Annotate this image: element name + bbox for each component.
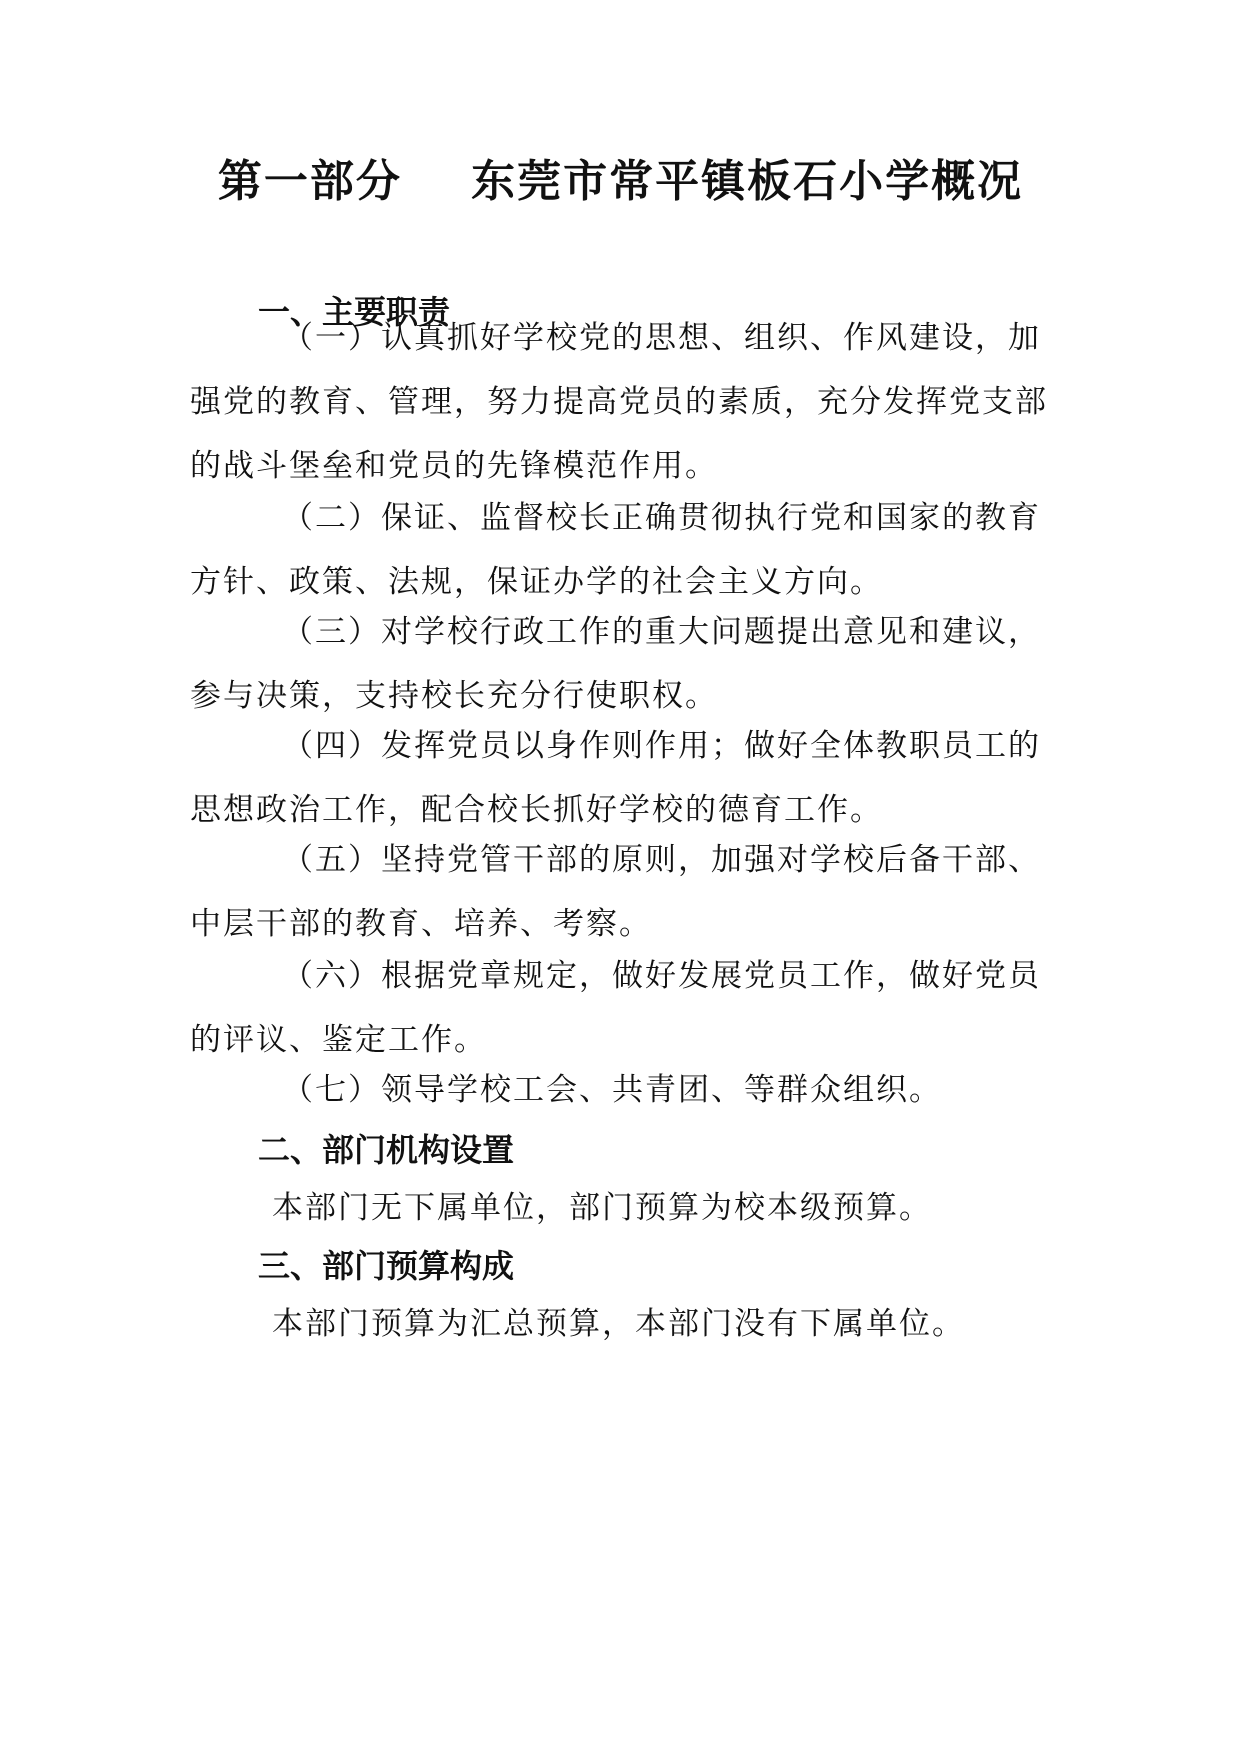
- responsibility-item-1: （一）认真抓好学校党的思想、组织、作风建设，加强党的教育、管理，努力提高党员的素质，充分发挥党支部的战斗堡垒和党员的先锋模范作用。: [190, 320, 1048, 484]
- responsibility-item-5: （五）坚持党管干部的原则，加强对学校后备干部、中层干部的教育、培养、考察。: [190, 842, 1041, 942]
- budget-composition-text: 本部门预算为汇总预算，本部门没有下属单位。: [272, 1306, 965, 1342]
- organization-text: 本部门无下属单位，部门预算为校本级预算。: [272, 1190, 932, 1226]
- responsibility-item-7: （七）领导学校工会、共青团、等群众组织。: [282, 1072, 942, 1108]
- section-heading-organization: 二、部门机构设置: [258, 1131, 515, 1169]
- responsibility-item-4: （四）发挥党员以身作则作用；做好全体教职员工的思想政治工作，配合校长抓好学校的德育工作。: [190, 728, 1041, 828]
- responsibility-item-3: （三）对学校行政工作的重大问题提出意见和建议，参与决策，支持校长充分行使职权。: [190, 614, 1041, 714]
- page-title: 第一部分 东莞市常平镇板石小学概况: [217, 156, 1024, 207]
- section-heading-budget-composition: 三、部门预算构成: [258, 1247, 515, 1285]
- section-heading-responsibilities: 一、主要职责: [258, 293, 451, 331]
- responsibility-item-6: （六）根据党章规定，做好发展党员工作，做好党员的评议、鉴定工作。: [190, 958, 1041, 1058]
- responsibility-item-2: （二）保证、监督校长正确贯彻执行党和国家的教育方针、政策、法规，保证办学的社会主义方向。: [190, 500, 1041, 600]
